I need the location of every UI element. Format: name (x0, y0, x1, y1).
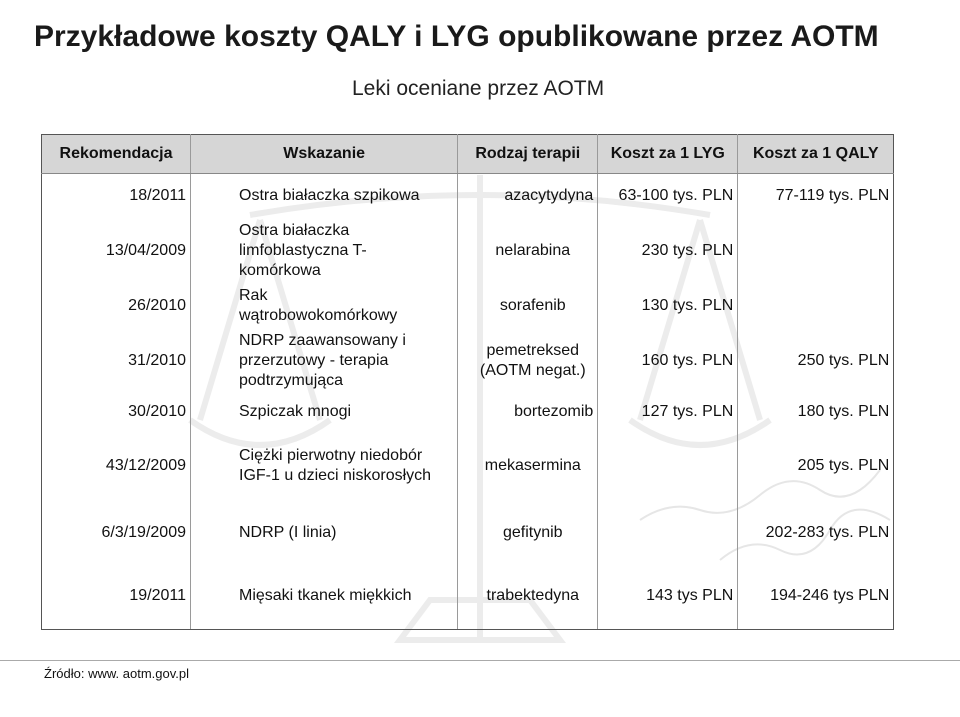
cell-wskazanie: Szpiczak mnogi (191, 394, 458, 430)
header-koszt-lyg: Koszt za 1 LYG (598, 135, 738, 174)
cell-wskazanie: Rak wątrobowokomórkowy (191, 284, 458, 328)
cell-koszt-lyg: 127 tys. PLN (598, 394, 738, 430)
cell-rekomendacja: 31/2010 (42, 328, 191, 394)
table-row (42, 564, 894, 630)
source-footer (0, 660, 960, 717)
cell-terapia: nelarabina (458, 218, 598, 284)
cell-wskazanie: NDRP (I linia) (191, 502, 458, 564)
cell-wskazanie: Ciężki pierwotny niedobór IGF-1 u dzieci niskorosłych (191, 430, 458, 502)
cell-koszt-lyg: 143 tys PLN (598, 564, 738, 630)
cell-terapia: gefitynib (458, 502, 598, 564)
cell-terapia: azacytydyna (458, 174, 598, 218)
cost-table (41, 134, 894, 630)
cell-koszt-qaly: 194-246 tys PLN (738, 564, 894, 630)
cell-koszt-qaly: 77-119 tys. PLN (738, 174, 894, 218)
table-header-row (42, 135, 894, 174)
header-rodzaj-terapii: Rodzaj terapii (458, 135, 598, 174)
table-row (42, 284, 894, 328)
cell-koszt-qaly: 202-283 tys. PLN (738, 502, 894, 564)
cell-koszt-qaly: 250 tys. PLN (738, 328, 894, 394)
header-wskazanie: Wskazanie (191, 135, 458, 174)
table-row (42, 394, 894, 430)
page-title: Przykładowe koszty QALY i LYG opublikowane przez AOTM (34, 20, 879, 53)
page-subtitle: Leki oceniane przez AOTM (352, 77, 605, 100)
cell-koszt-lyg: 130 tys. PLN (598, 284, 738, 328)
cell-wskazanie: Mięsaki tkanek miękkich (191, 564, 458, 630)
cell-rekomendacja: 26/2010 (42, 284, 191, 328)
cell-koszt-qaly (738, 284, 894, 328)
cell-rekomendacja: 43/12/2009 (42, 430, 191, 502)
header-koszt-qaly: Koszt za 1 QALY (738, 135, 894, 174)
cell-terapia: sorafenib (458, 284, 598, 328)
cell-koszt-qaly: 180 tys. PLN (738, 394, 894, 430)
cell-koszt-lyg (598, 430, 738, 502)
cell-terapia: pemetreksed (AOTM negat.) (458, 328, 598, 394)
cell-koszt-qaly (738, 218, 894, 284)
cell-wskazanie: Ostra białaczka limfoblastyczna T-komórkowa (191, 218, 458, 284)
cell-koszt-lyg: 160 tys. PLN (598, 328, 738, 394)
table-row (42, 430, 894, 502)
table-row (42, 502, 894, 564)
cell-wskazanie: NDRP zaawansowany i przerzutowy - terapia podtrzymująca (191, 328, 458, 394)
cell-terapia: trabektedyna (458, 564, 598, 630)
cell-rekomendacja: 19/2011 (42, 564, 191, 630)
cell-wskazanie: Ostra białaczka szpikowa (191, 174, 458, 218)
cell-koszt-lyg (598, 502, 738, 564)
cell-koszt-lyg: 230 tys. PLN (598, 218, 738, 284)
cell-rekomendacja: 30/2010 (42, 394, 191, 430)
table-row (42, 328, 894, 394)
cell-rekomendacja: 6/3/19/2009 (42, 502, 191, 564)
table-row (42, 174, 894, 218)
cell-terapia: mekasermina (458, 430, 598, 502)
cell-rekomendacja: 13/04/2009 (42, 218, 191, 284)
header-rekomendacja: Rekomendacja (42, 135, 191, 174)
cell-rekomendacja: 18/2011 (42, 174, 191, 218)
source-note: Źródło: www. aotm.gov.pl (44, 666, 189, 681)
cell-koszt-lyg: 63-100 tys. PLN (598, 174, 738, 218)
table-row (42, 218, 894, 284)
cell-koszt-qaly: 205 tys. PLN (738, 430, 894, 502)
cell-terapia: bortezomib (458, 394, 598, 430)
